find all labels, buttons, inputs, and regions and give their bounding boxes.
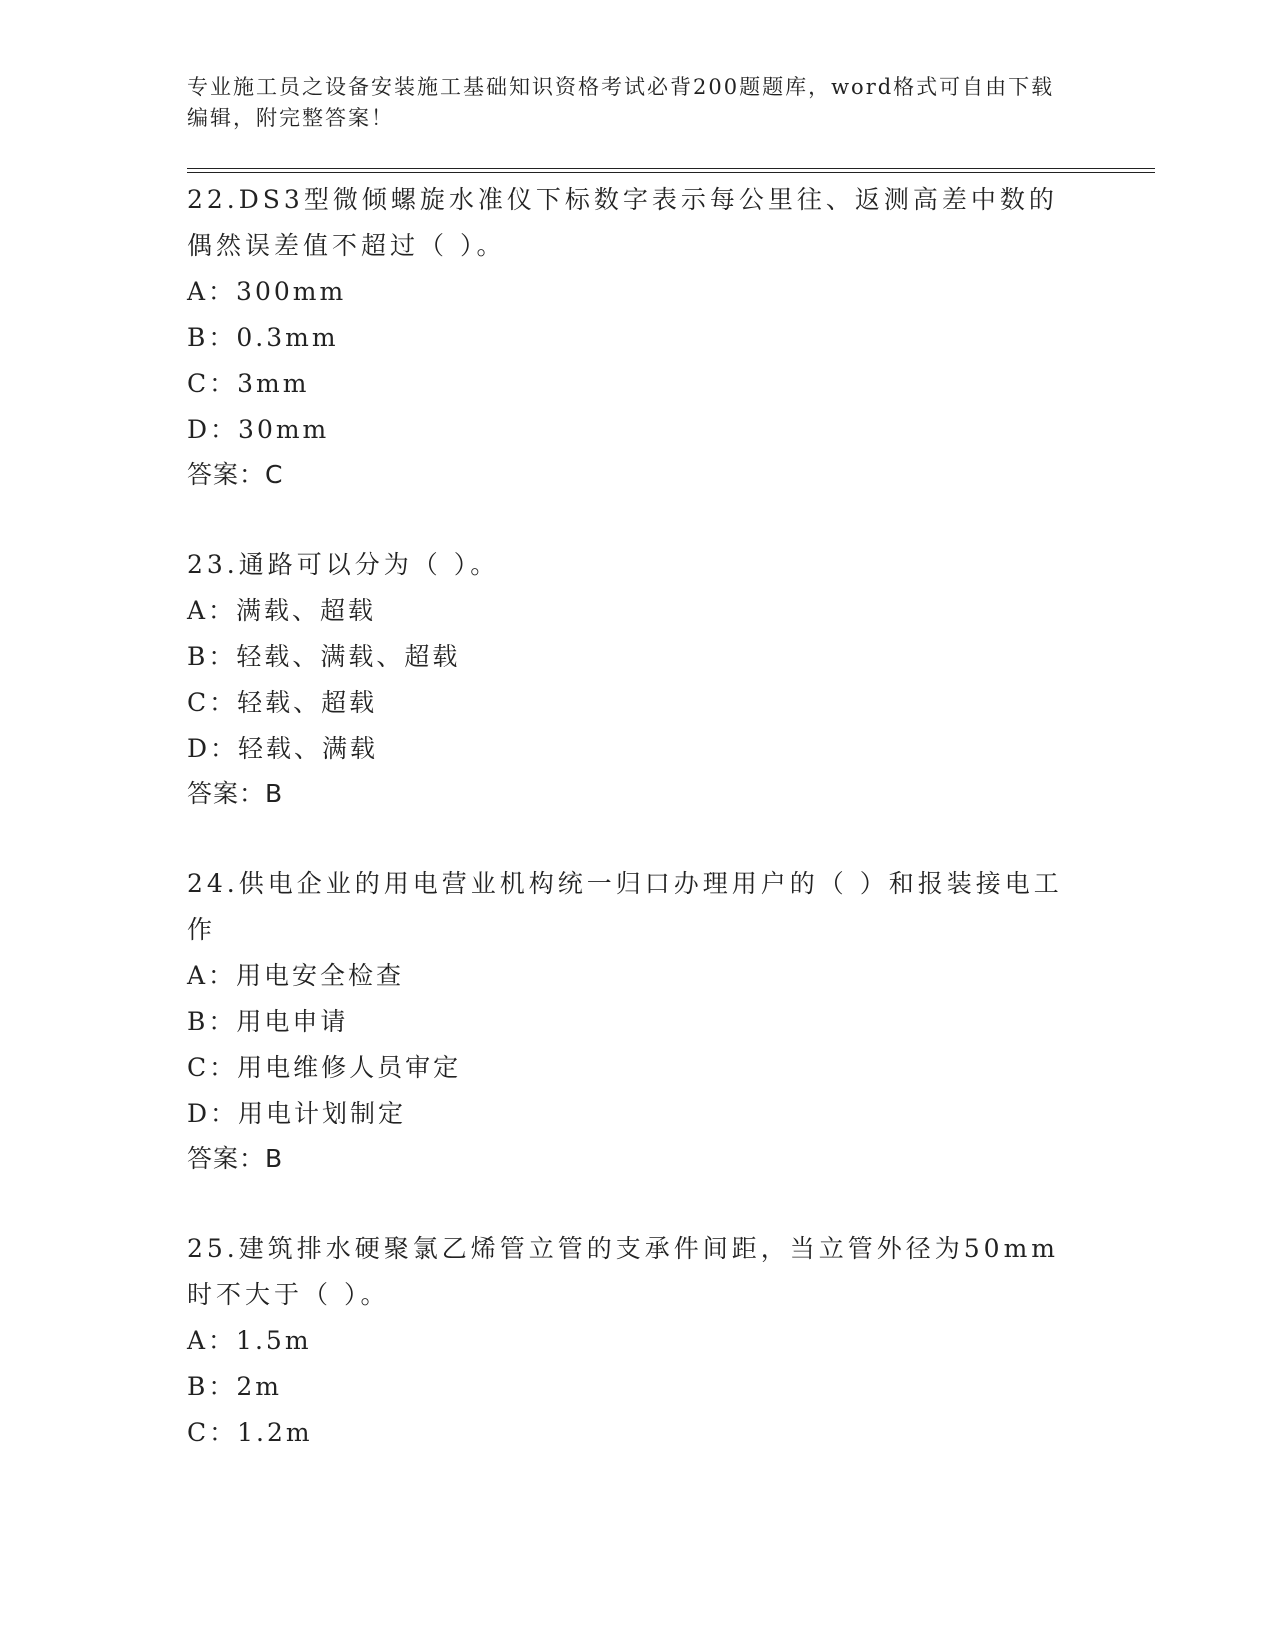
- question-stem: 25.建筑排水硬聚氯乙烯管立管的支承件间距，当立管外径为50mm时不大于（ ）。: [187, 1234, 1059, 1309]
- question-23: [187, 542, 1155, 816]
- question-24: [187, 861, 1155, 1181]
- option-a: A：满载、超载: [187, 596, 377, 625]
- option-b: B：0.3mm: [187, 323, 339, 352]
- answer-line: 答案：C: [187, 460, 284, 489]
- option-b: B：用电申请: [187, 1007, 349, 1036]
- question-list: [187, 177, 1155, 1456]
- question-stem: 22.DS3型微倾螺旋水准仪下标数字表示每公里往、返测高差中数的偶然误差值不超过（ ）。: [187, 185, 1058, 260]
- document-header: 专业施工员之设备安装施工基础知识资格考试必背200题题库，word格式可自由下载编辑，附完整答案！: [187, 75, 1055, 130]
- question-25: [187, 1226, 1155, 1456]
- option-d: D：轻载、满载: [187, 734, 379, 763]
- question-22: [187, 177, 1155, 497]
- option-c: C：3mm: [187, 369, 310, 398]
- option-c: C：用电维修人员审定: [187, 1053, 462, 1082]
- option-d: D：30mm: [187, 415, 330, 444]
- question-stem: 23.通路可以分为（ ）。: [187, 550, 500, 579]
- answer-line: 答案：B: [187, 779, 284, 808]
- header-divider: [187, 168, 1155, 173]
- option-a: A：用电安全检查: [187, 961, 405, 990]
- option-b: B：2m: [187, 1372, 282, 1401]
- answer-line: 答案：B: [187, 1144, 284, 1173]
- document-page: [187, 72, 1155, 1501]
- option-d: D：用电计划制定: [187, 1099, 407, 1128]
- question-stem: 24.供电企业的用电营业机构统一归口办理用户的（ ）和报装接电工作: [187, 869, 1063, 944]
- option-a: A：1.5m: [187, 1326, 312, 1355]
- option-c: C：轻载、超载: [187, 688, 378, 717]
- option-c: C：1.2m: [187, 1418, 313, 1447]
- option-a: A：300mm: [187, 277, 347, 306]
- option-b: B：轻载、满载、超载: [187, 642, 461, 671]
